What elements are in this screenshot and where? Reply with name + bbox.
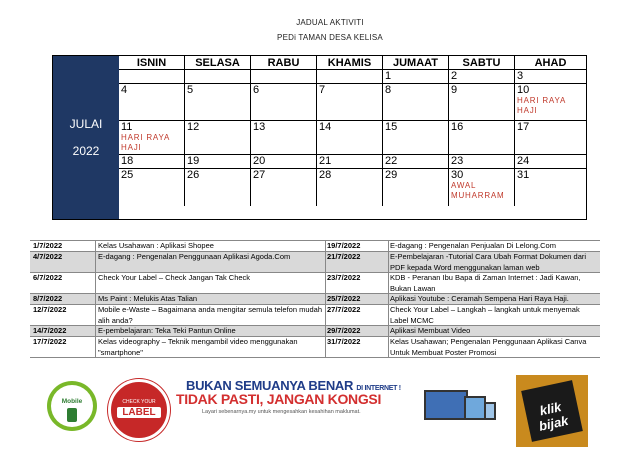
calendar-day [119,155,185,169]
calendar-day [251,121,317,155]
calendar-day [119,84,185,121]
day-number: 10 [517,84,530,96]
activity-text: Check Your Label – Langkah – langkah untuk menyemak Label MCMC [390,305,580,325]
day-number: 16 [451,121,464,133]
activity-text: KDB - Peranan Ibu Bapa di Zaman Internet : Jadi Kawan, Bukan Lawan [390,273,581,293]
day-number: 24 [517,155,530,167]
day-number: 1 [385,70,392,82]
devices-icon [424,382,500,422]
day-header: SABTU [449,56,515,70]
activity-row [30,337,600,358]
activity-date: 25/7/2022 [327,294,361,303]
calendar-day [185,70,251,84]
holiday-label: HARI RAYA HAJI [517,96,566,115]
day-number: 21 [319,155,332,167]
month-panel [53,56,119,219]
klik-bijak-logo [516,375,588,447]
calendar-day [515,70,586,84]
activity-row [30,326,600,337]
mobile-logo-text: Mobile [61,398,83,405]
day-number: 19 [187,155,200,167]
activity-table [30,240,600,358]
holiday-label: AWAL MUHARRAM [451,181,505,200]
calendar-day [449,155,515,169]
day-number: 25 [121,169,134,181]
calendar-day [383,121,449,155]
calendar-day [119,121,185,155]
calendar-day [185,155,251,169]
calendar-day [251,155,317,169]
column-divider [95,241,96,358]
calendar-day [317,84,383,121]
sebenarnya-banner [172,378,506,426]
activity-date: 4/7/2022 [33,252,63,261]
label-logo-big: LABEL [117,407,161,418]
calendar-day [515,84,586,121]
calendar-day [317,121,383,155]
day-number: 23 [451,155,464,167]
check-your-label-logo [108,379,170,441]
activity-date: 8/7/2022 [33,294,63,303]
day-number: 26 [187,169,200,181]
activity-row [30,305,600,326]
calendar-day [515,155,586,169]
month-label: JULAI [69,117,103,131]
klik-bijak-text: klik bijak [537,399,570,434]
activity-row [30,252,600,273]
day-header: KHAMIS [317,56,383,70]
day-header: RABU [251,56,317,70]
banner-line1: BUKAN SEMUANYA BENAR DI INTERNET ! [186,378,401,393]
day-header: JUMAAT [383,56,449,70]
year-label: 2022 [72,144,100,158]
activity-row [30,273,600,294]
day-number: 4 [121,84,128,96]
activity-text: Kelas Usahawan; Pengenalan Penggunaan Aplikasi Canva Untuk Membuat Poster Promosi [390,337,587,357]
column-divider [325,241,326,358]
column-divider [388,241,389,358]
day-header: SELASA [185,56,251,70]
activity-date: 29/7/2022 [327,326,361,335]
day-number: 30 [451,169,464,181]
activity-date: 12/7/2022 [33,305,67,314]
day-header: ISNIN [119,56,185,70]
calendar-grid [119,56,586,219]
calendar-day [449,84,515,121]
activity-date: 17/7/2022 [33,337,67,346]
calendar-day [185,121,251,155]
day-number: 15 [385,121,398,133]
calendar-day [251,169,317,206]
activity-row [30,241,600,252]
activity-text: Aplikasi Youtube : Ceramah Sempena Hari Raya Haji. [390,294,569,303]
activity-text: E-dagang : Pengenalan Penjualan Di Lelong.Com [390,241,556,250]
calendar-day [515,169,586,206]
calendar-day [317,169,383,206]
day-number: 27 [253,169,266,181]
day-number: 29 [385,169,398,181]
day-number: 13 [253,121,266,133]
activity-date: 6/7/2022 [33,273,63,282]
calendar-day [251,70,317,84]
day-number: 2 [451,70,458,82]
calendar-day [383,70,449,84]
banner-line3: Layari sebenarnya.my untuk mengesahkan kesahihan maklumat. [202,409,361,415]
day-number: 12 [187,121,200,133]
day-number: 11 [121,121,133,133]
activity-date: 21/7/2022 [327,252,361,261]
activity-text: E-Pembelajaran -Tutorial Cara Ubah Format Dokumen dari PDF kepada Word menggunakan laman web [390,252,587,272]
day-number: 7 [319,84,326,96]
calendar-day [119,70,185,84]
activity-date: 19/7/2022 [327,241,361,250]
day-number: 8 [385,84,392,96]
calendar [52,55,587,220]
calendar-day [383,169,449,206]
activity-text: Kelas videography – Teknik mengambil video menggunakan "smartphone" [98,337,298,357]
day-number: 5 [187,84,194,96]
activity-date: 27/7/2022 [327,305,361,314]
day-number: 20 [253,155,266,167]
calendar-day [383,84,449,121]
activity-date: 1/7/2022 [33,241,63,250]
calendar-day [317,155,383,169]
phone-icon [67,408,77,422]
calendar-day [515,121,586,155]
mobile-ewaste-logo [47,381,97,431]
day-number: 28 [319,169,332,181]
label-logo-small: CHECK YOUR [122,399,156,405]
activity-text: E-dagang : Pengenalan Penggunaan Aplikasi Agoda.Com [98,252,291,261]
calendar-day [449,169,515,206]
calendar-day [449,70,515,84]
activity-date: 23/7/2022 [327,273,361,282]
activity-date: 31/7/2022 [327,337,361,346]
page-title: JADUAL AKTIVITI [296,18,364,27]
day-number: 3 [517,70,524,82]
calendar-day [383,155,449,169]
activity-row [30,294,600,305]
holiday-label: HARI RAYA HAJI [121,133,170,152]
calendar-day [185,169,251,206]
activity-text: Aplikasi Membuat Video [390,326,471,335]
day-number: 6 [253,84,260,96]
day-number: 14 [319,121,332,133]
day-number: 31 [517,169,530,181]
calendar-day [119,169,185,206]
day-number: 17 [517,121,530,133]
page-subtitle: PEDi TAMAN DESA KELISA [277,33,383,42]
activity-text: Ms Paint : Melukis Atas Talian [98,294,198,303]
day-header: AHAD [515,56,586,70]
calendar-day [185,84,251,121]
activity-text: Kelas Usahawan : Aplikasi Shopee [98,241,214,250]
activity-text: Mobile e-Waste – Bagaimana anda mengitar semula telefon mudah alih anda? [98,305,323,325]
banner-line2: TIDAK PASTI, JANGAN KONGSI [176,391,382,407]
day-number: 18 [121,155,134,167]
activity-date: 14/7/2022 [33,326,67,335]
day-number: 9 [451,84,458,96]
activity-text: E-pembelajaran: Teka Teki Pantun Online [98,326,236,335]
calendar-day [251,84,317,121]
calendar-day [317,70,383,84]
calendar-day [449,121,515,155]
day-number: 22 [385,155,398,167]
activity-text: Check Your Label – Check Jangan Tak Check [98,273,251,282]
